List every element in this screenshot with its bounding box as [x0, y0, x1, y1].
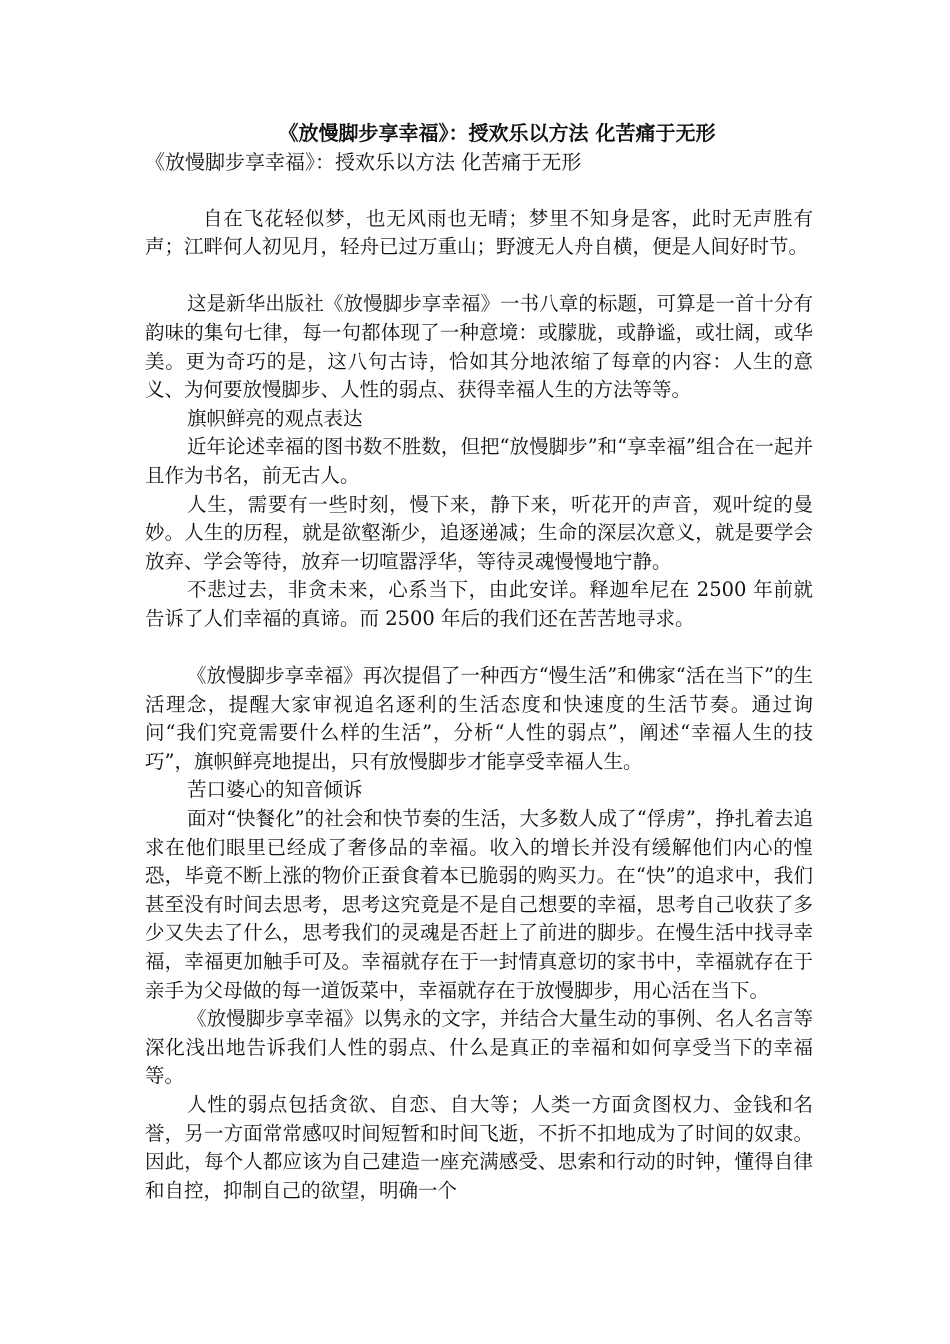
paragraph-buddha: 不悲过去，非贪未来，心系当下，由此安详。释迦牟尼在 2500 年前就告诉了人们幸福的真谛。而 2500 年后的我们还在苦苦地寻求。 — [145, 578, 813, 630]
section-heading-viewpoint: 旗帜鲜亮的观点表达 — [187, 406, 363, 430]
paragraph-book-style: 《放慢脚步享幸福》以隽永的文字，并结合大量生动的事例、名人名言等深化浅出地告诉我们人性的弱点、什么是真正的幸福和如何享受当下的幸福等。 — [145, 1007, 813, 1088]
paragraph-slow-living: 《放慢脚步享幸福》再次提倡了一种西方“慢生活”和佛家“活在当下”的生活理念，提醒大家审视追名逐利的生活态度和快速度的生活节奏。通过询问“我们究竟需要什么样的生活”，分析“人性的弱点”，阐述“幸福人生的技巧”，旗帜鲜亮地提出，只有放慢脚步才能享受幸福人生。 — [145, 664, 813, 773]
document-subtitle: 《放慢脚步享幸福》：授欢乐以方法 化苦痛于无形 — [145, 150, 582, 174]
paragraph-poem: 自在飞花轻似梦，也无风雨也无晴；梦里不知身是客，此时无声胜有声；江畔何人初见月，轻舟已过万重山；野渡无人舟自横，便是人间好时节。 — [145, 206, 813, 259]
spacer — [145, 176, 813, 205]
paragraph-fast-society: 面对“快餐化”的社会和快节奏的生活，大多数人成了“俘虏”，挣扎着去追求在他们眼里已经成了奢侈品的幸福。收入的增长并没有缓解他们内心的惶恐，毕竟不断上涨的物价正蚕食着本已脆弱的购买力。在“快”的追求中，我们甚至没有时间去思考，思考这究竟是不是自己想要的幸福，思考自己收获了多少又失去了什么，思考我们的灵魂是否赶上了前进的脚步。在慢生活中找寻幸福，幸福更加触手可及。幸福就存在于一封情真意切的家书中，幸福就存在于亲手为父母做的每一道饭菜中，幸福就存在于放慢脚步，用心活在当下。 — [145, 807, 813, 1002]
paragraph-title-novelty: 近年论述幸福的图书数不胜数，但把“放慢脚步”和“享幸福”组合在一起并且作为书名，前无古人。 — [145, 435, 813, 487]
spacer — [145, 262, 813, 291]
paragraph-book-intro: 这是新华出版社《放慢脚步享幸福》一书八章的标题，可算是一首十分有韵味的集句七律，每一句都体现了一种意境：或朦胧，或静谧，或壮阔，或华美。更为奇巧的是，这八句古诗，恰如其分地浓缩了每章的内容：人生的意义、为何要放慢脚步、人性的弱点、获得幸福人生的方法等等。 — [145, 292, 813, 402]
document-title: 《放慢脚步享幸福》：授欢乐以方法 化苦痛于无形 — [278, 121, 716, 145]
paragraph-human-weakness: 人性的弱点包括贪欲、自恋、自大等；人类一方面贪图权力、金钱和名誉，另一方面常常感叹时间短暂和时间飞逝，不折不扣地成为了时间的奴隶。因此，每个人都应该为自己建造一座充满感受、思索和行动的时钟，懂得自律和自控，抑制自己的欲望，明确一个 — [145, 1093, 813, 1202]
spacer — [145, 634, 813, 663]
paragraph-life-slow: 人生，需要有一些时刻，慢下来，静下来，听花开的声音，观叶绽的曼妙。人生的历程，就是欲壑渐少，追逐递减；生命的深层次意义，就是要学会放弃、学会等待，放弃一切喧嚣浮华，等待灵魂慢慢地宁静。 — [145, 492, 813, 573]
document-page — [145, 118, 813, 1205]
section-heading-confidant: 苦口婆心的知音倾诉 — [187, 778, 363, 802]
